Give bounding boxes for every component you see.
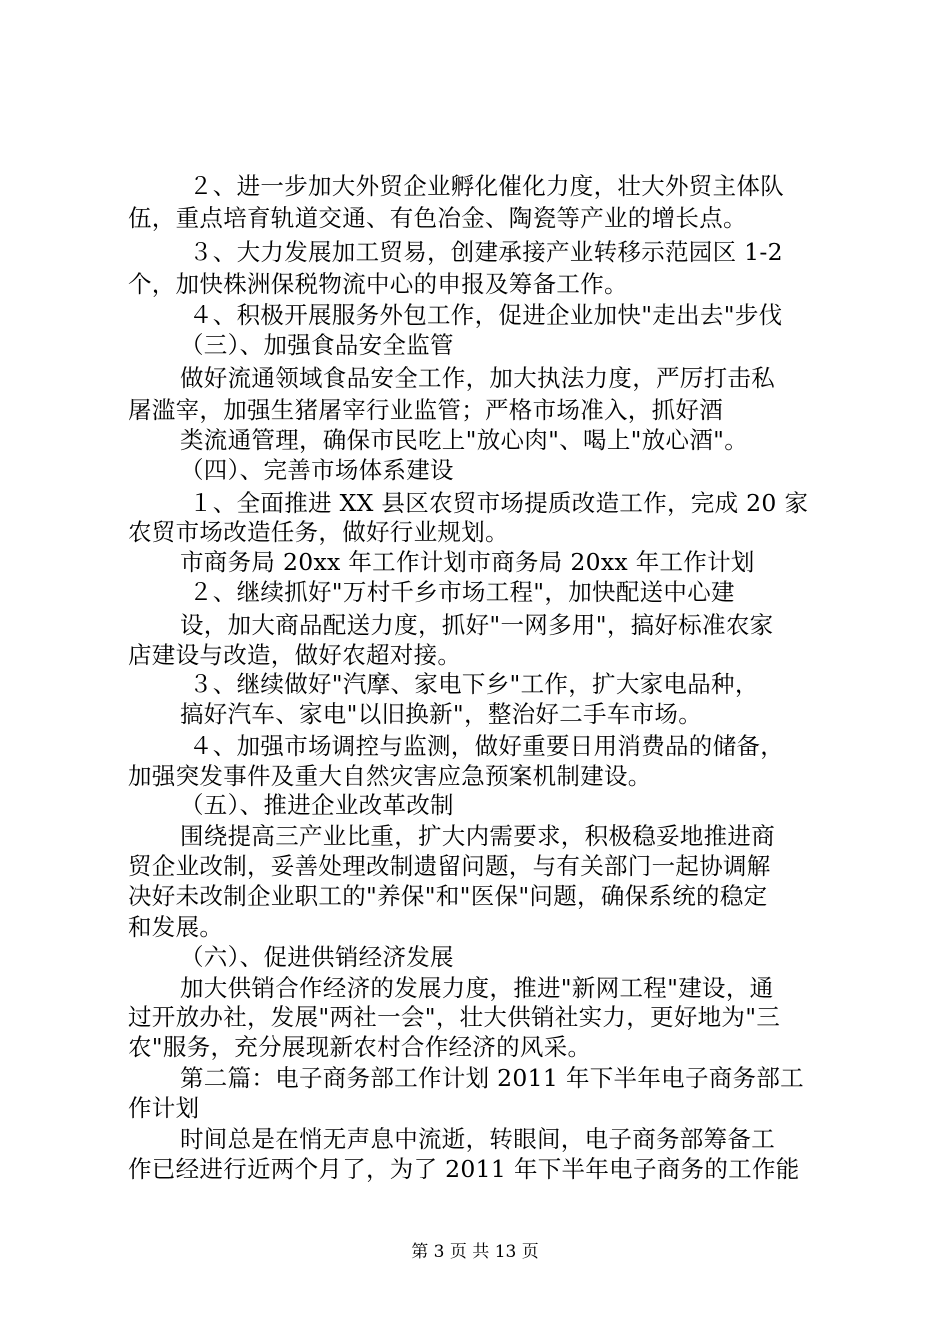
text-line: 作已经进行近两个月了，为了 2011 年下半年电子商务的工作能 xyxy=(128,1155,800,1183)
text-line: ４、积极开展服务外包工作，促进企业加快"走出去"步伐 xyxy=(189,301,783,329)
chapter-heading-continued: 作计划 xyxy=(128,1094,200,1122)
text-line: 和发展。 xyxy=(128,913,224,941)
text-line: 加强突发事件及重大自然灾害应急预案机制建设。 xyxy=(128,762,652,790)
text-line: ２、进一步加大外贸企业孵化催化力度，壮大外贸主体队 xyxy=(189,172,784,200)
section-heading: （六）、促进供销经济发展 xyxy=(180,943,454,971)
text-line: 店建设与改造，做好农超对接。 xyxy=(128,641,462,669)
text-line: １、全面推进 XX 县区农贸市场提质改造工作，完成 20 家 xyxy=(189,489,809,517)
text-line: 贸企业改制，妥善处理改制遗留问题，与有关部门一起协调解 xyxy=(128,852,771,880)
section-heading: （五）、推进企业改革改制 xyxy=(180,791,454,819)
text-line: 市商务局 20xx 年工作计划市商务局 20xx 年工作计划 xyxy=(180,548,755,576)
section-heading: （三）、加强食品安全监管 xyxy=(180,331,454,359)
text-line: 决好未改制企业职工的"养保"和"医保"问题，确保系统的稳定 xyxy=(128,882,768,910)
text-line: 做好流通领域食品安全工作，加大执法力度，严厉打击私 xyxy=(180,364,775,392)
text-line: 伍，重点培育轨道交通、有色冶金、陶瓷等产业的增长点。 xyxy=(128,204,747,232)
page-number-footer: 第 3 页 共 13 页 xyxy=(411,1242,539,1262)
text-line: 搞好汽车、家电"以旧换新"，整治好二手车市场。 xyxy=(180,700,703,728)
text-line: 屠滥宰，加强生猪屠宰行业监管；严格市场准入，抓好酒 xyxy=(128,396,723,424)
text-line: ３、大力发展加工贸易，创建承接产业转移示范园区 1-2 xyxy=(189,238,783,266)
text-line: ４、加强市场调控与监测，做好重要日用消费品的储备， xyxy=(189,732,784,760)
text-line: 过开放办社，发展"两社一会"，壮大供销社实力，更好地为"三 xyxy=(128,1003,781,1031)
text-line: 类流通管理，确保市民吃上"放心肉"、喝上"放心酒"。 xyxy=(180,426,749,454)
text-line: 设，加大商品配送力度，抓好"一网多用"，搞好标准农家 xyxy=(180,611,774,639)
text-line: 时间总是在悄无声息中流逝，转眼间，电子商务部筹备工 xyxy=(180,1125,775,1153)
text-line: ２、继续抓好"万村千乡市场工程"，加快配送中心建 xyxy=(189,578,735,606)
text-line: ３、继续做好"汽摩、家电下乡"工作，扩大家电品种， xyxy=(189,670,759,698)
text-line: 围绕提高三产业比重，扩大内需要求，积极稳妥地推进商 xyxy=(180,822,775,850)
text-line: 农"服务，充分展现新农村合作经济的风采。 xyxy=(128,1033,592,1061)
text-line: 加大供销合作经济的发展力度，推进"新网工程"建设，通 xyxy=(180,974,774,1002)
section-heading: （四）、完善市场体系建设 xyxy=(180,456,454,484)
chapter-heading: 第二篇：电子商务部工作计划 2011 年下半年电子商务部工 xyxy=(180,1064,804,1092)
text-line: 农贸市场改造任务，做好行业规划。 xyxy=(128,518,509,546)
text-line: 个，加快株洲保税物流中心的申报及筹备工作。 xyxy=(128,270,628,298)
